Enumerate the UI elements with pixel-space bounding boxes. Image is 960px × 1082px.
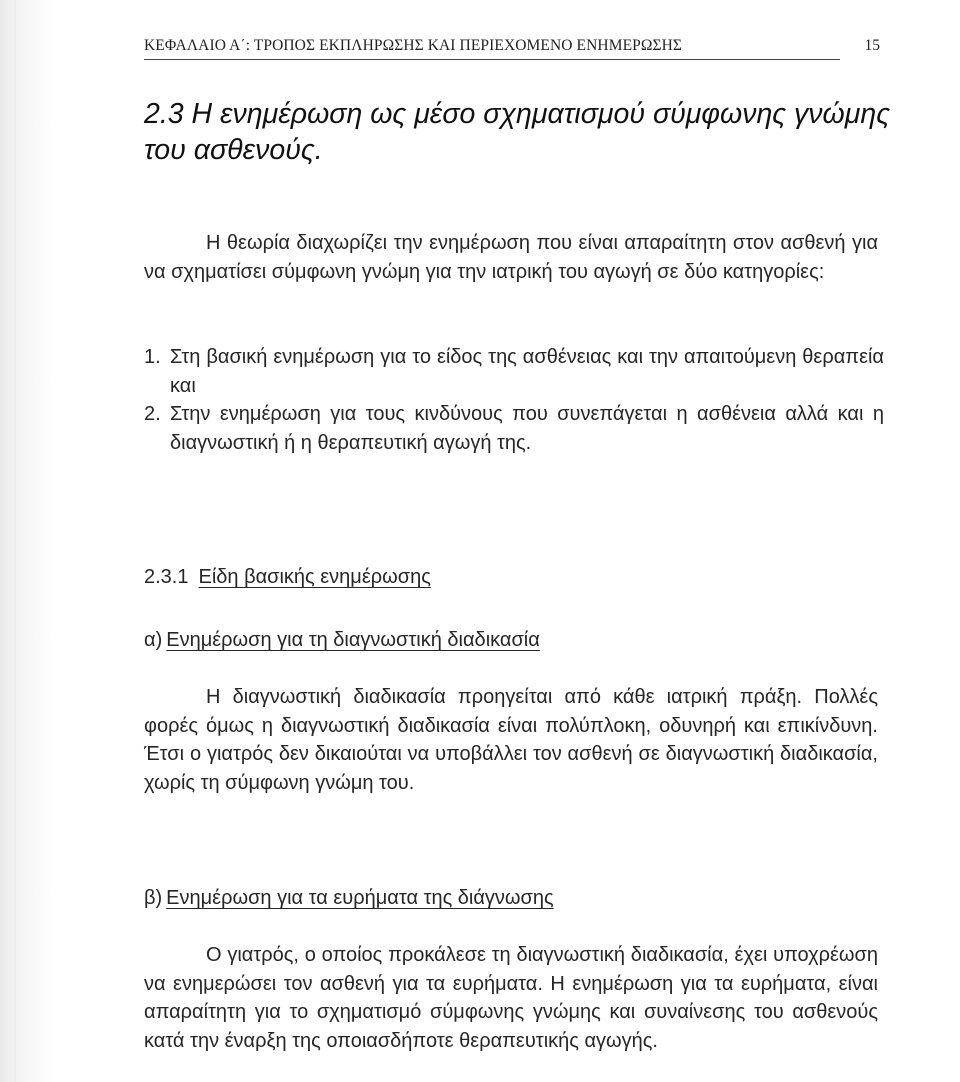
list-item-number: 1. xyxy=(144,346,161,368)
subsection-number: 2.3.1 xyxy=(144,566,189,588)
subsection-title: Είδη βασικής ενημέρωσης xyxy=(198,566,431,588)
list-item xyxy=(144,343,884,400)
item-paragraph-b: Ο γιατρός, ο οποίος προκάλεσε τη διαγνωστική διαδικασία, έχει υποχρέωση να ενημερώσει τον ασθενή για τα ευρήματα. Η ενημέρωση για τα ευρήματα, είναι απαραίτητη για το σχηματισμό σύμφωνης γνώμης και συναίνεσης του ασθενούς κατά την έναρξη της οποιασδήποτε θεραπευτικής αγωγής. xyxy=(144,944,878,1052)
item-marker: β) xyxy=(144,887,163,909)
list-item-text: Στη βασική ενημέρωση για το είδος της ασθένειας και την απαιτούμενη θεραπεία και xyxy=(170,346,884,397)
list-item xyxy=(144,400,884,457)
running-title: ΚΕΦΑΛΑΙΟ Α΄: ΤΡΟΠΟΣ ΕΚΠΛΗΡΩΣΗΣ ΚΑΙ ΠΕΡΙΕΧΟΜΕΝΟ ΕΝΗΜΕΡΩΣΗΣ xyxy=(144,37,683,54)
running-header xyxy=(144,32,880,62)
subsection-heading xyxy=(144,563,431,591)
scan-binding-shadow xyxy=(0,0,58,1082)
item-heading-b xyxy=(144,884,554,912)
item-heading-a xyxy=(144,626,540,654)
item-title: Ενημέρωση για τα ευρήματα της διάγνωσης xyxy=(166,887,554,909)
header-rule xyxy=(144,59,840,60)
intro-paragraph: Η θεωρία διαχωρίζει την ενημέρωση που είναι απαραίτητη στον ασθενή για να σχηματίσει σύμφωνη γνώμη για την ιατρική του αγωγή σε δύο κατηγορίες: xyxy=(144,232,878,283)
numbered-list xyxy=(144,343,884,457)
item-title: Ενημέρωση για τη διαγνωστική διαδικασία xyxy=(166,629,540,651)
list-item-number: 2. xyxy=(144,403,161,425)
item-marker: α) xyxy=(144,629,163,651)
section-heading: 2.3 Η ενημέρωση ως μέσο σχηματισμού σύμφωνης γνώμης του ασθενούς. xyxy=(144,98,891,166)
list-item-text: Στην ενημέρωση για τους κινδύνους που συνεπάγεται η ασθένεια αλλά και η διαγνωστική ή η θεραπευτική αγωγή της. xyxy=(170,403,884,454)
page-number: 15 xyxy=(864,37,880,54)
item-paragraph-a: Η διαγνωστική διαδικασία προηγείται από κάθε ιατρική πράξη. Πολλές φορές όμως η διαγνωστική διαδικασία είναι πολύπλοκη, οδυνηρή και επικίνδυνη. Έτσι ο γιατρός δεν δικαιούται να υποβάλλει τον ασθενή σε διαγνωστική διαδικασία, χωρίς τη σύμφωνη γνώμη του. xyxy=(144,686,878,794)
